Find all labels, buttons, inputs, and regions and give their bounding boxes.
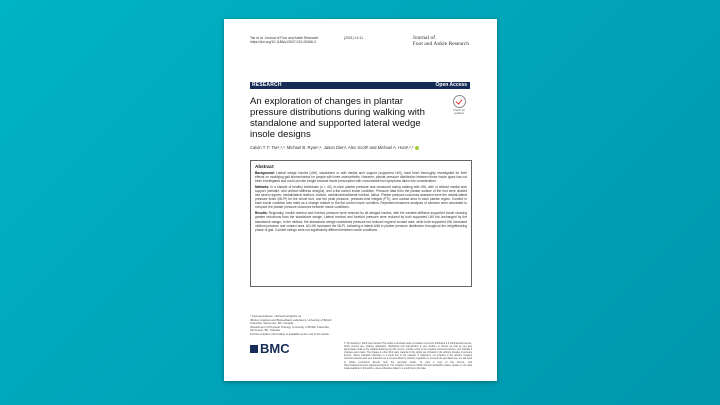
abstract-methods — [255, 185, 467, 209]
section-label: RESEARCH — [252, 82, 282, 88]
journal-name — [413, 35, 469, 48]
abstract-text: Regionally, medial rearfoot and forefoot pressure were reduced by all wedged insoles, with the variable-stiffness supported insole showing greater reductions than the standalone wedge. Lateral rearfoot and forefoot pressure were reduced by both supported LWI but unchanged by the standalone wedge. In the midfoot, the standalone wedge maintained pressure but reduced regional contact area, while both supported LWI increased midfoot pressure and contact area. All LWI increased the MLPI, indicating a lateral shift in plantar pressure distribution throughout the weightbearing phase of gait. Comfort ratings were not significantly different between insole conditions. — [255, 211, 467, 232]
affiliation-1: ¹Motion Analysis and Biofeedback Laboratory, University of British Columbia, Vancouver, BC, Canada — [250, 317, 332, 325]
crossmark-label: Check for updates — [453, 108, 465, 115]
abstract-background — [255, 171, 467, 183]
authors-text: Calvin T. F. Tse¹,²,³, Michael B. Ryan¹,², Jason Dien¹, Alex Scott³ and Michael A. Hunt¹,²,³ — [250, 145, 414, 150]
citation-line1: Tse et al. Journal of Foot and Ankle Research — [250, 36, 319, 40]
doi-link[interactable]: https://doi.org/10.1186/s13047-021-00466-3 — [250, 40, 316, 45]
citation-number: (2021) 14:11 — [344, 36, 363, 40]
open-access-label: Open Access — [435, 82, 467, 88]
section-bar — [250, 82, 470, 89]
abstract-results — [255, 211, 467, 231]
abstract-label: Results: — [255, 211, 268, 216]
paper-page — [224, 19, 497, 381]
abstract-label: Methods: — [255, 185, 270, 190]
journal-line2: Foot and Ankle Research — [412, 41, 469, 48]
abstract-text: In a sample of healthy individuals (n = 40), in-shoe plantar pressure was measured during walking with LWI, with or without medial arch support (variable- and uniform-stiffness designs), and a flat control insole condition. Pressure data from the plantar surface of the foot were divided into seven regions: medial/lateral rearfoot, midfoot, medial/central/lateral forefoot, hallux. Plantar pressure outcomes assessed were the medial-lateral pressure index (MLPI) for the whole foot, and the peak pressure, pressure-time integral (PTI), and contact area in each plantar region. Comfort in each insole condition was rated as a change relative to the flat control insole condition. Repeated-measures analyses of variance were calculated to compare the plantar pressure outcomes between insole conditions. — [255, 185, 467, 210]
abstract-text: Lateral wedge insoles (LWI), standalone or with medial arch support (supported LWI), have been thoroughly investigated for their effects on modifying gait biomechanics for people with knee osteoarthritis. However, plantar pressure distribution between these insole types has not been investigated and could provide insight towards insole prescription with concomitant foot symptoms taken into consideration. — [255, 171, 467, 184]
author-info-note: Full list of author information is available at the end of the article — [250, 331, 329, 336]
paper-title: An exploration of changes in plantar pressure distributions during walking with standalone and supported lateral wedge insole designs — [250, 96, 425, 140]
publisher-name: BMC — [260, 341, 290, 356]
crossmark-badge[interactable] — [452, 95, 466, 115]
bmc-logo-icon — [250, 345, 258, 353]
license-text: © The Author(s). 2021 Open Access This article is licensed under a Creative Commons Attribution 4.0 International License, which permits use, sharing, adaptation, distribution and reproduction in any medium or format, as long as you give appropriate credit to the original author(s) and the source, provide a link to the Creative Commons licence, and indicate if changes were made. The images or other third party material in this article are included in the article's Creative Commons licence, unless indicated otherwise in a credit line to the material. If material is not included in the article's Creative Commons licence and your intended use is not permitted by statutory regulation or exceeds the permitted use, you will need to obtain permission directly from the copyright holder. To view a copy of this licence, visit http://creativecommons.org/licenses/by/4.0/. The Creative Commons Public Domain Dedication waiver applies to the data made available in this article, unless otherwise stated in a credit line to the data. — [344, 343, 472, 370]
footnotes — [250, 315, 340, 336]
author-list — [250, 145, 470, 150]
affiliation-2: ²Department of Physical Therapy, University of British Columbia, Vancouver, BC, Canada — [250, 324, 330, 332]
crossmark-icon — [453, 95, 466, 108]
abstract-box — [250, 160, 472, 287]
correspondence-link[interactable]: * Correspondence: michael.hunt@ubc.ca — [250, 314, 302, 318]
journal-line1: Journal of — [412, 35, 436, 41]
orcid-icon[interactable] — [415, 146, 419, 150]
publisher-logo — [250, 341, 290, 356]
abstract-heading: Abstract — [255, 164, 274, 169]
citation-block — [250, 36, 318, 45]
abstract-label: Background: — [255, 171, 275, 175]
